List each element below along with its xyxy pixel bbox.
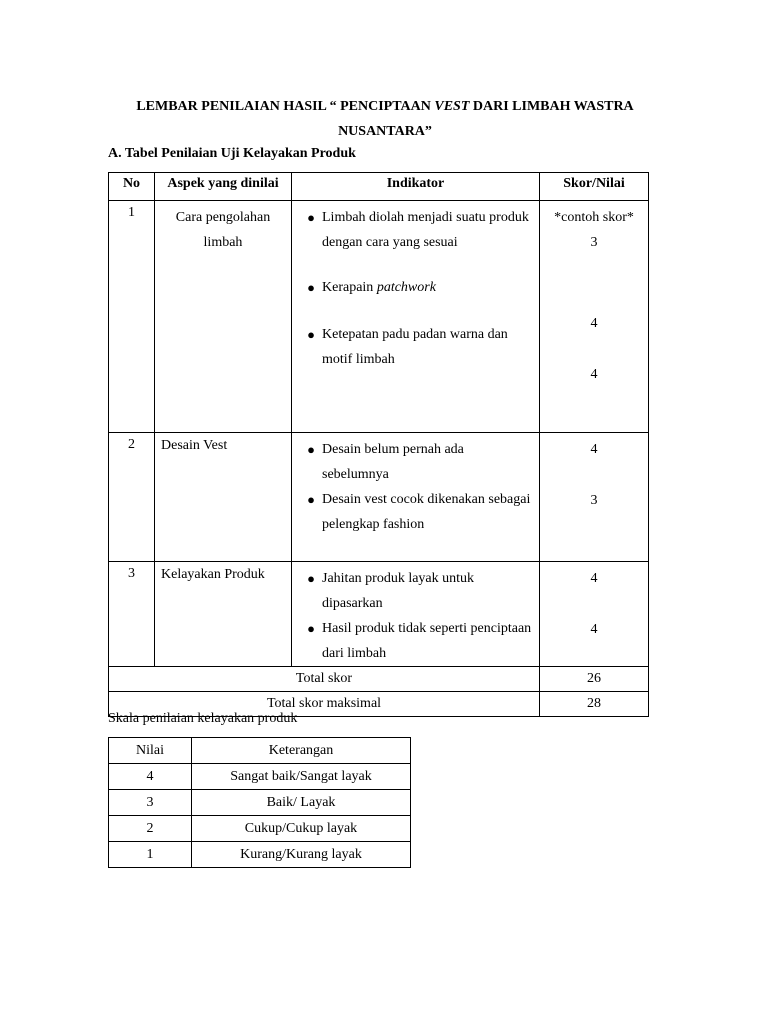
total-max-label: Total skor maksimal [109, 692, 540, 717]
table-row [109, 562, 649, 667]
row-scores [540, 433, 649, 562]
scale-keterangan: Kurang/Kurang layak [192, 842, 411, 868]
score-value: 4 [590, 442, 598, 457]
scale-nilai: 2 [109, 816, 192, 842]
header-aspek: Aspek yang dinilai [155, 173, 292, 201]
document-title [100, 94, 670, 144]
scale-label: Skala penilaian kelayakan produk [108, 711, 298, 726]
bullet-icon: ● [307, 492, 315, 507]
scale-nilai: 1 [109, 842, 192, 868]
scale-header-row [109, 738, 411, 764]
scale-nilai: 4 [109, 764, 192, 790]
score-value: 4 [590, 571, 598, 586]
bullet-icon: ● [307, 327, 315, 342]
scale-table [108, 737, 411, 868]
table-row [109, 433, 649, 562]
row-no: 2 [109, 433, 155, 562]
table-row [109, 842, 411, 868]
scale-nilai: 3 [109, 790, 192, 816]
score-value: 4 [590, 316, 598, 331]
row-indicators [292, 433, 540, 562]
score-value: 4 [590, 622, 598, 637]
total-label: Total skor [109, 667, 540, 692]
score-value: 3 [590, 493, 598, 508]
row-scores [540, 201, 649, 433]
header-indikator: Indikator [292, 173, 540, 201]
header-keterangan: Keterangan [192, 738, 411, 764]
bullet-icon: ● [307, 280, 315, 295]
score-note: *contoh skor* [554, 210, 634, 225]
bullet-icon: ● [307, 571, 315, 586]
scale-keterangan: Sangat baik/Sangat layak [192, 764, 411, 790]
row-scores [540, 562, 649, 667]
row-aspek: Desain Vest [155, 433, 292, 562]
table-header-row [109, 173, 649, 201]
row-aspek: Kelayakan Produk [155, 562, 292, 667]
row-aspek: Cara pengolahan limbah [155, 201, 292, 433]
bullet-icon: ● [307, 210, 315, 225]
total-row [109, 667, 649, 692]
scale-keterangan: Baik/ Layak [192, 790, 411, 816]
title-line-2: NUSANTARA” [338, 124, 432, 139]
row-no: 1 [109, 201, 155, 433]
indicator-item: ● Jahitan produk layak untuk dipasarkan [300, 566, 533, 616]
indicator-item: ● Hasil produk tidak seperti penciptaan dari limbah [300, 616, 533, 666]
section-heading: A. Tabel Penilaian Uji Kelayakan Produk [108, 146, 356, 161]
table-row [109, 790, 411, 816]
row-indicators [292, 201, 540, 433]
header-nilai: Nilai [109, 738, 192, 764]
table-row [109, 816, 411, 842]
row-indicators [292, 562, 540, 667]
total-value: 26 [540, 667, 649, 692]
scale-keterangan: Cukup/Cukup layak [192, 816, 411, 842]
indicator-item: ● Desain vest cocok dikenakan sebagai pelengkap fashion [300, 487, 533, 537]
total-max-value: 28 [540, 692, 649, 717]
header-skor: Skor/Nilai [540, 173, 649, 201]
assessment-table [108, 172, 649, 717]
table-row [109, 201, 649, 433]
indicator-item: ● Kerapain patchwork [300, 275, 533, 300]
title-line-1: LEMBAR PENILAIAN HASIL “ PENCIPTAAN VEST DARI LIMBAH WASTRA [136, 99, 634, 114]
score-value: 3 [590, 235, 598, 250]
header-no: No [109, 173, 155, 201]
table-row [109, 764, 411, 790]
indicator-item: ● Ketepatan padu padan warna dan motif limbah [300, 322, 533, 372]
bullet-icon: ● [307, 621, 315, 636]
score-value: 4 [590, 367, 598, 382]
indicator-item: ● Desain belum pernah ada sebelumnya [300, 437, 533, 487]
indicator-item: ● Limbah diolah menjadi suatu produk dengan cara yang sesuai [300, 205, 533, 255]
row-no: 3 [109, 562, 155, 667]
bullet-icon: ● [307, 442, 315, 457]
